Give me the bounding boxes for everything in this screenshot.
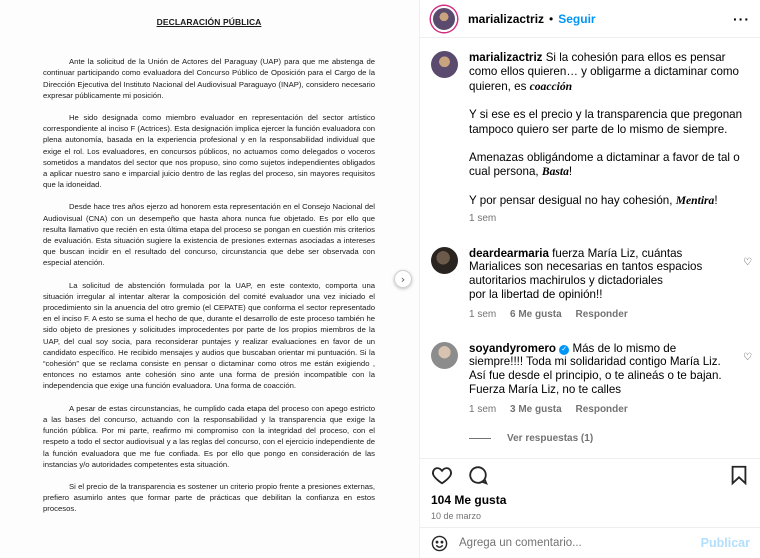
view-replies-button[interactable] [469, 433, 760, 444]
document-paragraph: A pesar de estas circunstancias, he cumplido cada etapa del proceso con apego estricto a las bases del concurso, actuando con la responsabilidad y la transparencia que exige la función pública. Por mi parte, reafirmo mi compromiso con la integridad del proceso, con el respeto a todo el sector audiovisual y a las reglas del concurso, con el ejercicio independiente de la función evaluadora que me fue confiada. Es por ello que pongo en consideración de las instancias y/o autoridades competentes esta situación. [43, 403, 375, 469]
caption-emphasis: coacción [529, 79, 573, 93]
likes-count[interactable]: 104 Me gusta [431, 493, 507, 507]
comment-input[interactable] [459, 537, 701, 549]
comment-likes[interactable]: 3 Me gusta [510, 403, 562, 415]
divider [469, 438, 491, 439]
heart-icon[interactable]: ♡ [743, 351, 752, 363]
bookmark-icon[interactable] [728, 464, 750, 486]
document-paragraph: Desde hace tres años ejerzo ad honorem esta representación en el Consejo Nacional del Audiovisual (CNA) con un desempeño que hasta ahora nunca fue objetado. Es por ello que resulta llamativo que recién en esta última etapa del proceso se pongan en cuestión mis criterios de evaluación. Esta situación sugiere la existencia de presiones externas asociadas a intereses que buscan incidir en el resultado del concurso, circunstancia que debe ser observada con especial atención. [43, 202, 375, 268]
comment-likes[interactable]: 6 Me gusta [510, 308, 562, 320]
caption-emphasis: Mentira [675, 193, 715, 207]
post-caption [420, 39, 760, 227]
document-paragraph: Ante la solicitud de la Unión de Actores del Paraguay (UAP) para que me abstenga de continuar participando como evaluadora del Concurso Público de Oposición para el Cargo de la Dirección Ejecutiva del Instituto Nacional del Audiovisual Paraguayo (INAP), considero necesario expresar públicamente mi posición. [43, 57, 375, 100]
next-image-button[interactable] [394, 270, 412, 288]
publish-button[interactable]: Publicar [700, 536, 750, 550]
header-username[interactable]: marializactriz [468, 11, 545, 26]
add-comment-bar [420, 527, 760, 558]
comment-icon[interactable] [467, 464, 489, 486]
caption-time[interactable]: 1 sem [469, 213, 497, 225]
chevron-right-icon: › [400, 272, 406, 286]
reply-button[interactable]: Responder [575, 403, 628, 415]
caption-text: Y por pensar desigual no hay cohesión, [469, 193, 673, 207]
post-date[interactable]: 10 de marzo [431, 511, 482, 521]
follow-button[interactable]: Seguir [558, 11, 596, 26]
reply-button[interactable]: Responder [575, 308, 628, 320]
view-replies-label: Ver respuestas (1) [507, 432, 594, 444]
caption-username[interactable]: marializactriz [469, 51, 543, 64]
caption-text: ! [568, 165, 573, 179]
caption-text: Amenazas obligándome a dictaminar a favor de tal o cual persona, [469, 151, 740, 179]
document-title: DECLARACIÓN PÚBLICA [156, 17, 262, 27]
verified-icon: ✓ [559, 345, 569, 355]
avatar[interactable] [431, 247, 458, 274]
emoji-icon[interactable] [431, 535, 448, 552]
avatar[interactable] [431, 6, 457, 32]
comments-scroll-area[interactable] [420, 39, 760, 457]
heart-icon[interactable]: ♡ [743, 256, 752, 268]
document-paragraph: He sido designada como miembro evaluador en representación del sector artístico correspondiente al inciso F (Actrices). Esta designación implica ejercer la función evaluadora con plena autonomía, basada en la experiencia profesional y en la responsabilidad individual que exige el rol. Los evaluadores, en concursos públicos, no actuamos como delegados o voceros sometidos a mandatos del sector que nos propuso, sino como sujetos independientes obligados a aplicar nuestro sano e imparcial juicio dentro de las reglas del proceso, sin mayores requisitos que la idoneidad. [43, 113, 375, 190]
caption-emphasis: Basta [541, 165, 569, 179]
caption-text: Y si ese es el precio y la transparencia que pregonan tampoco quiero ser parte de lo mismo de siempre. [469, 108, 743, 136]
comment-text: por la libertad de opinión!! [469, 288, 603, 302]
post-header [420, 0, 760, 38]
avatar[interactable] [431, 51, 458, 78]
comment-item [420, 342, 760, 417]
comment-username[interactable]: deardearmaria [469, 246, 549, 260]
comment-time[interactable]: 1 sem [469, 403, 497, 415]
document-paragraph: Si el precio de la transparencia es sostener un criterio propio frente a presiones externas, prefiero asumirlo antes que formar parte de prácticas que debilitan la confianza en estos procesos. [43, 481, 375, 514]
avatar[interactable] [431, 342, 458, 369]
document-paragraph: La solicitud de abstención formulada por la UAP, en este contexto, comporta una situación irregular al intentar alterar la composición del comité evaluador una vez iniciado el procedimiento sin la anuencia del otro gremio (el CEPATE) que conforma el sector representado en el inciso F. A esto se suma el hecho de que, durante el desarrollo de este proceso también he sido objeto de presiones y solicitudes improcedentes por parte de los propios miembros de la UAP, del cual soy socia, para reconsiderar puntajes y realizar evaluaciones en favor de un candidato específico. He recibido mensajes y audios que buscaban orientar mi puntuación. Si la “cohesión” que se reclama consiste en pensar o dictaminar como otros me están exigiendo , entonces no estamos ante cohesión sino ante una forma de presión incompatible con la independencia que exige una función evaluadora. Una forma de coacción. [43, 280, 375, 391]
comment-time[interactable]: 1 sem [469, 308, 497, 320]
comment-item [420, 247, 760, 322]
post-side-panel [419, 0, 760, 558]
caption-text: ! [714, 193, 718, 207]
comment-text: fuerza María Liz, cuántas Marialices son necesarias en tantos espacios autoritarios machirulos y dictadoriales [469, 246, 703, 288]
caption-text: Si la cohesión para ellos es pensar como ellos quieren… y obligarme a dictaminar como quieren, es [469, 51, 739, 93]
comment-text: Más de lo mismo de siempre!!!! Toda mi solidaridad contigo María Liz. Así fue desde el principio, o te alineás o te bajan. Fuerza María Liz, no te calles [469, 341, 722, 397]
separator-dot: • [549, 11, 554, 26]
more-icon[interactable]: ··· [733, 10, 750, 27]
comment-username[interactable]: soyandyromero [469, 341, 556, 355]
heart-icon[interactable] [431, 464, 453, 486]
post-actions [420, 458, 760, 521]
